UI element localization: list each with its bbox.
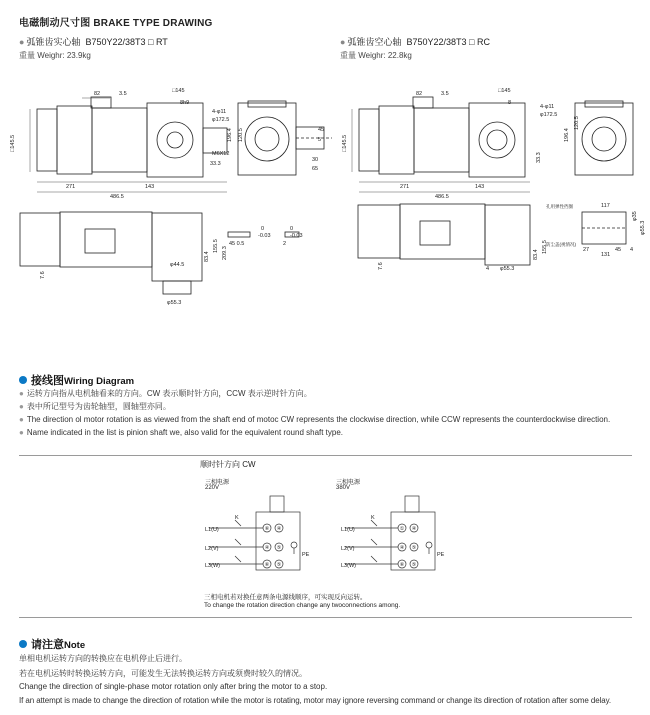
motor-fan-cover <box>37 109 57 171</box>
diagram-title: 顺时针方向 CW <box>200 460 256 469</box>
wiring-note-line <box>19 400 610 413</box>
wiring-note-line <box>19 413 610 426</box>
terminal-box <box>91 97 111 108</box>
dim-phi55-3: φ55.3 <box>640 220 646 235</box>
dim-120-5: 120.5 <box>238 128 244 142</box>
dim-phi55-3: φ55.3 <box>500 266 515 272</box>
motor-body-bottom <box>60 212 152 267</box>
flange-circle <box>245 117 289 161</box>
dim-486-5: 486.5 <box>110 194 124 200</box>
terminal-label: ④ <box>411 526 417 532</box>
wiring-heading-en: Wiring Diagram <box>64 376 135 387</box>
motor-body <box>414 108 469 172</box>
dim-145: □145 <box>172 88 185 94</box>
dim-45-0-5: 45 0.5 <box>229 241 245 247</box>
terminal-label: ⑤ <box>276 562 282 568</box>
dim-196-4: 196.4 <box>564 128 570 142</box>
terminal-label: ⑥ <box>264 526 270 532</box>
dim-145-5: □145.5 <box>10 134 16 152</box>
gearbox-flange <box>157 122 193 158</box>
dim-27: 27 <box>583 247 590 253</box>
bullet-icon: ● <box>19 428 24 437</box>
line-label-l3: L3(W) <box>341 563 356 569</box>
dim-83-4: 83.4 <box>533 249 539 260</box>
switch-label: K <box>235 515 239 521</box>
wiring-heading <box>19 372 134 388</box>
gearbox-front-view <box>238 103 296 175</box>
dim-155-5: 155.5 <box>213 239 219 253</box>
drawing-left <box>0 0 650 330</box>
switch-label: K <box>371 515 375 521</box>
top-flange <box>248 101 286 107</box>
dim-83-4: 83.4 <box>204 251 210 262</box>
terminal-label: ④ <box>399 545 405 551</box>
dim-m6x12: M6X12 <box>212 151 230 157</box>
terminal-box-bottom <box>85 229 115 253</box>
dim-0: 0 <box>290 226 294 232</box>
motor-shaft <box>270 496 284 512</box>
motor-shaft <box>405 496 419 512</box>
line-label-l2: L2(V) <box>341 546 355 552</box>
terminal-label: ④ <box>276 526 282 532</box>
wiring-notes <box>19 387 610 439</box>
dim-minus-0-03: -0.03 <box>290 233 303 239</box>
wiring-note-text: 运转方向指从电机轴看来的方向。CW 表示顺时针方向，CCW 表示逆时针方向。 <box>26 389 312 398</box>
terminal-label: ⑤ <box>411 545 417 551</box>
hollow-bore <box>487 130 507 150</box>
dim-2: 2 <box>283 241 287 247</box>
caption-en: To change the rotation direction change any twoconnections among. <box>204 602 401 609</box>
divider <box>19 455 632 456</box>
dim-82: 82 <box>94 91 101 97</box>
divider <box>19 617 632 618</box>
dim-3-5: 3.5 <box>119 91 127 97</box>
variant-label: 弧锥齿空心轴 <box>347 37 402 47</box>
wiring-schematics <box>195 490 465 580</box>
dim-131: 131 <box>601 252 611 258</box>
dim-4-phi11: 4-φ11 <box>540 104 555 110</box>
dim-7-6: 7.6 <box>40 271 46 279</box>
terminal-label: ⑤ <box>276 545 282 551</box>
variant-model: B750Y22/38T3 □ RT <box>85 37 168 47</box>
note-heading <box>19 636 85 652</box>
gearbox-front-view <box>575 103 633 175</box>
wiring-note-text: The direction ol motor rotation is as viewed from the shaft end of motoc CW represents the clockwise direction, while CCW represents the counterdockwise direction. <box>26 415 611 424</box>
terminal-box-bottom <box>420 221 450 245</box>
wiring-heading-cn: 接线图 <box>31 375 64 387</box>
gearbox-bottom <box>485 205 530 265</box>
line-label-l1: L1(U) <box>205 527 219 533</box>
caption-cn: 三相电机若对换任意两条电源线顺序，可实现反向运转。 <box>204 594 367 601</box>
dim-4: 4 <box>630 247 634 253</box>
voltage-label: 380V <box>336 485 351 491</box>
supply-label: 三相电源 <box>336 480 361 486</box>
bullet-icon: ● <box>340 37 346 47</box>
note-heading-en: Note <box>64 640 86 651</box>
dim-minus-0-03: -0.03 <box>258 233 271 239</box>
dim-155-5: 155.5 <box>542 240 548 254</box>
bore-circle <box>592 127 616 151</box>
voltage-label: 220V <box>205 485 220 491</box>
wiring-note-text: Name indicated in the list is pinion shaft we, also valid for the equivalent round shaft type. <box>26 428 344 437</box>
terminal-box <box>413 97 433 108</box>
dim-65: 65 <box>312 166 319 172</box>
gearbox-body <box>469 103 525 177</box>
dim-phi35: φ35 <box>632 211 638 221</box>
keyway-detail <box>228 232 250 237</box>
supply-label: 三相电源 <box>205 480 230 486</box>
note-line: 若在电机运转时转换运转方向，可能发生无法转换运转方向或须费时较久的情况。 <box>19 669 307 678</box>
note-line: 单相电机运转方向的转换应在电机停止后进行。 <box>19 654 187 663</box>
brake-body <box>57 106 92 174</box>
bullet-icon: ● <box>19 37 25 47</box>
motor-body <box>92 108 147 172</box>
bullet-icon: ● <box>19 389 24 398</box>
gearbox-bottom <box>152 213 202 281</box>
dim-209-3: 209.3 <box>222 246 228 260</box>
note-line: Change the direction of single-phase motor rotation only after bring the motor to a stop. <box>19 682 328 691</box>
bore-circle <box>255 127 279 151</box>
dim-0: 0 <box>261 226 265 232</box>
output-shaft <box>203 128 227 153</box>
variant-weight: 重量 Weighr: 23.9kg <box>19 51 91 60</box>
dim-phi172-5: φ172.5 <box>540 112 558 118</box>
dim-4: 4 <box>486 266 490 272</box>
dim-145-5: □145.5 <box>342 134 348 152</box>
bullet-icon: ● <box>19 402 24 411</box>
dim-8: 8 <box>508 100 512 106</box>
variant-weight: 重量 Weighr: 22.8kg <box>340 51 412 60</box>
motor-body-bottom <box>400 204 485 259</box>
terminal-label: ⑥ <box>264 562 270 568</box>
bullet-icon <box>19 640 27 648</box>
dim-30: 30 <box>312 157 319 163</box>
gearbox-body <box>147 103 203 177</box>
dim-phi55-3: φ55.3 <box>167 300 182 306</box>
label-circlip: 孔用弹性挡圈 <box>546 204 573 209</box>
dim-33-3: 33.3 <box>210 161 221 167</box>
line-label-l1: L1(U) <box>341 527 355 533</box>
wiring-note-line <box>19 387 610 400</box>
wiring-note-text: 表中所记型号为齿轮轴型，圆轴型亦同。 <box>26 402 171 411</box>
flange-circle <box>582 117 626 161</box>
note-line: If an attempt is made to change the direction of rotation while the motor is rotating, motor may ignore reversing command or change its direction of rotation after some delay. <box>19 696 611 705</box>
shaft-bottom <box>163 281 191 294</box>
pe-label: PE <box>302 552 310 558</box>
dim-4-phi11: 4-φ11 <box>212 109 227 115</box>
dim-45: 45 <box>318 127 325 133</box>
dim-143: 143 <box>145 184 155 190</box>
dim-145: □145 <box>498 88 511 94</box>
page-title: 电磁制动尺寸图 BRAKE TYPE DRAWING <box>19 18 213 29</box>
terminal-label: ⑥ <box>399 562 405 568</box>
dim-45: 45 <box>615 247 622 253</box>
dim-486-5: 486.5 <box>435 194 449 200</box>
bullet-icon: ● <box>19 415 24 424</box>
dim-196-4: 196.4 <box>227 128 233 142</box>
label-dust-cover: 防尘盖(视情况) <box>546 242 576 247</box>
note-heading-cn: 请注意 <box>31 639 64 651</box>
dim-143: 143 <box>475 184 485 190</box>
line-label-l3: L3(W) <box>205 563 220 569</box>
dim-117: 117 <box>601 203 610 209</box>
variant-label: 弧锥齿实心轴 <box>26 37 81 47</box>
dim-271: 271 <box>66 184 76 190</box>
dim-7-6: 7.6 <box>378 262 384 270</box>
dim-phi44-5: φ44.5 <box>170 262 185 268</box>
bullet-icon <box>19 376 27 384</box>
dim-271: 271 <box>400 184 410 190</box>
motor-fan-cover <box>359 109 379 171</box>
dim-3-5: 3.5 <box>441 91 449 97</box>
dim-33-3: 33.3 <box>536 152 542 163</box>
motor-cover-bottom <box>358 205 400 258</box>
line-label-l2: L2(V) <box>205 546 219 552</box>
brake-body <box>379 106 414 174</box>
motor-cover-bottom <box>20 213 60 266</box>
terminal-label: ④ <box>264 545 270 551</box>
terminal-label: ① <box>399 526 405 532</box>
dim-phi172-5: φ172.5 <box>212 117 230 123</box>
terminal-label: ⑤ <box>411 562 417 568</box>
top-flange <box>585 101 623 107</box>
dim-8h9: 8h9 <box>180 100 190 106</box>
dim-120-5: 120.5 <box>574 116 580 130</box>
pe-label: PE <box>437 552 445 558</box>
dim-82: 82 <box>416 91 423 97</box>
variant-model: B750Y22/38T3 □ RC <box>406 37 490 47</box>
shaft-circle <box>167 132 183 148</box>
dim-5: 5 <box>318 137 322 143</box>
wiring-note-line <box>19 426 610 439</box>
gearbox-flange <box>479 122 515 158</box>
